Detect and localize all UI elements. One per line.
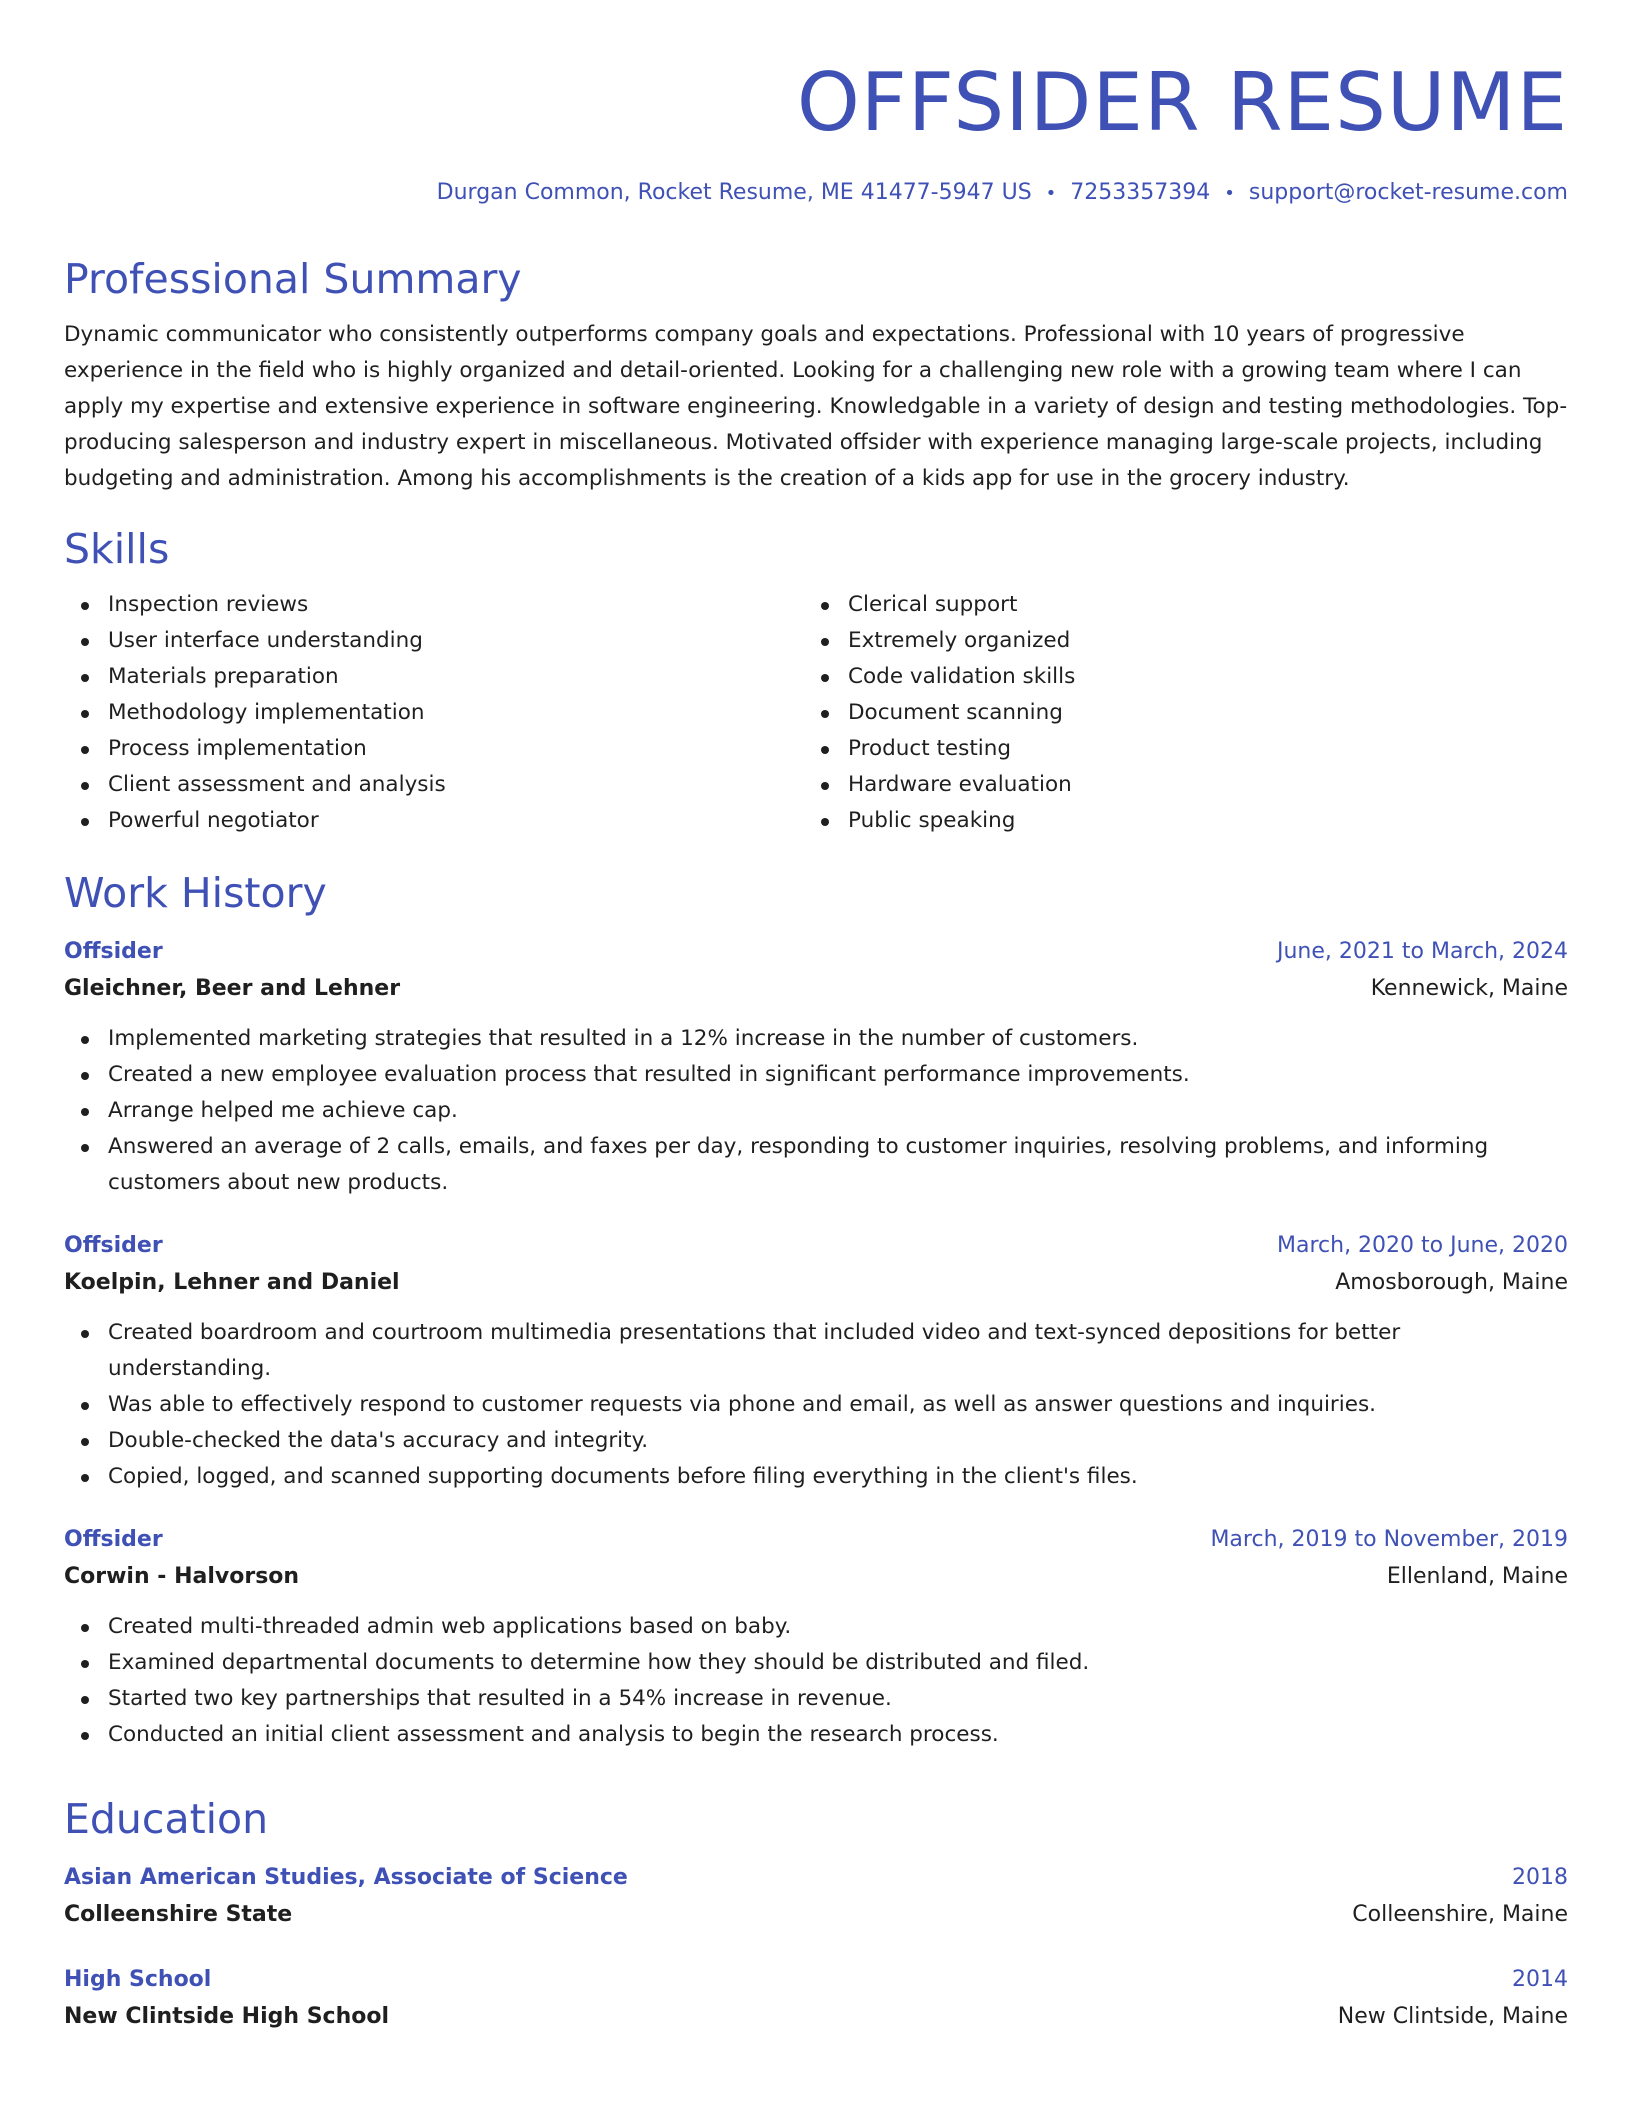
resume-name: OFFSIDER RESUME bbox=[796, 56, 1568, 149]
job-bullet: Double-checked the data's accuracy and integrity. bbox=[64, 1423, 1568, 1459]
summary-text: Dynamic communicator who consistently outperforms company goals and expectations. Professional with 10 years of progressive experience in the field who is highly organized and detail-oriented. Looking for a challenging new role with a growing team where I can apply my expertise and extensive experience in software engineering. Knowledgable in a variety of design and testing methodologies. Top-producing salesperson and industry expert in miscellaneous. Motivated offsider with experience managing large-scale projects, including budgeting and administration. Among his accomplishments is the creation of a kids app for use in the grocery industry. bbox=[64, 322, 1568, 491]
job-bullet: Examined departmental documents to determine how they should be distributed and filed. bbox=[64, 1645, 1568, 1681]
job-bullets bbox=[64, 1021, 1568, 1201]
education-year: 2014 bbox=[1512, 1967, 1568, 1992]
job-entry bbox=[64, 935, 1568, 1201]
job-location: Ellenland, Maine bbox=[1386, 1564, 1568, 1589]
job-company-row bbox=[64, 969, 1568, 1009]
education-degree: High School bbox=[64, 1967, 212, 1992]
job-location: Kennewick, Maine bbox=[1370, 976, 1568, 1001]
education-year: 2018 bbox=[1512, 1865, 1568, 1890]
education-heading: Education bbox=[64, 1795, 269, 1843]
skills-column-left bbox=[64, 587, 804, 839]
skill-item: Powerful negotiator bbox=[64, 803, 804, 839]
job-role: Offsider bbox=[64, 939, 163, 964]
skill-item: Public speaking bbox=[804, 803, 1544, 839]
skill-item: Process implementation bbox=[64, 731, 804, 767]
education-school-row bbox=[64, 1895, 1568, 1935]
job-bullet: Answered an average of 2 calls, emails, and faxes per day, responding to customer inquiries, resolving problems, and informing customers about new products. bbox=[64, 1129, 1568, 1201]
skill-item: Hardware evaluation bbox=[804, 767, 1544, 803]
job-bullet: Copied, logged, and scanned supporting documents before filing everything in the client's files. bbox=[64, 1459, 1568, 1495]
resume-header bbox=[64, 56, 1568, 209]
job-bullet: Conducted an initial client assessment and analysis to begin the research process. bbox=[64, 1717, 1568, 1753]
job-dates: March, 2020 to June, 2020 bbox=[1277, 1233, 1568, 1258]
job-header-row bbox=[64, 935, 1568, 969]
job-bullet: Arrange helped me achieve cap. bbox=[64, 1093, 1568, 1129]
job-bullet: Created a new employee evaluation process that resulted in significant performance improvements. bbox=[64, 1057, 1568, 1093]
job-role: Offsider bbox=[64, 1233, 163, 1258]
education-school-row bbox=[64, 1997, 1568, 2037]
contact-separator: • bbox=[1224, 183, 1235, 204]
job-bullet: Created multi-threaded admin web applications based on baby. bbox=[64, 1609, 1568, 1645]
job-entry bbox=[64, 1229, 1568, 1495]
job-bullets bbox=[64, 1315, 1568, 1495]
skill-item: Materials preparation bbox=[64, 659, 804, 695]
education-school: Colleenshire State bbox=[64, 1902, 293, 1927]
job-bullet: Implemented marketing strategies that resulted in a 12% increase in the number of customers. bbox=[64, 1021, 1568, 1057]
summary-heading: Professional Summary bbox=[64, 255, 522, 303]
education-location: Colleenshire, Maine bbox=[1352, 1902, 1568, 1927]
job-company: Corwin - Halvorson bbox=[64, 1564, 300, 1589]
education-school: New Clintside High School bbox=[64, 2004, 390, 2029]
job-header-row bbox=[64, 1523, 1568, 1557]
job-role: Offsider bbox=[64, 1527, 163, 1552]
job-bullet: Created boardroom and courtroom multimedia presentations that included video and text-synced depositions for better understanding. bbox=[64, 1315, 1568, 1387]
skill-item: Product testing bbox=[804, 731, 1544, 767]
job-company-row bbox=[64, 1263, 1568, 1303]
education-degree: Asian American Studies, Associate of Science bbox=[64, 1865, 628, 1890]
education-header-row bbox=[64, 1861, 1568, 1895]
job-company-row bbox=[64, 1557, 1568, 1597]
job-entry bbox=[64, 1523, 1568, 1753]
education-entry bbox=[64, 1963, 1568, 2037]
contact-email[interactable]: support@rocket-resume.com bbox=[1248, 180, 1568, 205]
skill-item: Document scanning bbox=[804, 695, 1544, 731]
job-bullet: Started two key partnerships that resulted in a 54% increase in revenue. bbox=[64, 1681, 1568, 1717]
job-bullets bbox=[64, 1609, 1568, 1753]
skills-list bbox=[64, 587, 1568, 839]
job-dates: June, 2021 to March, 2024 bbox=[1277, 939, 1568, 964]
skill-item: Methodology implementation bbox=[64, 695, 804, 731]
job-location: Amosborough, Maine bbox=[1335, 1270, 1568, 1295]
contact-phone[interactable]: 7253357394 bbox=[1070, 180, 1211, 205]
education-location: New Clintside, Maine bbox=[1337, 2004, 1568, 2029]
skill-item: Extremely organized bbox=[804, 623, 1544, 659]
skill-item: Code validation skills bbox=[804, 659, 1544, 695]
skills-heading: Skills bbox=[64, 525, 170, 573]
skills-column-right bbox=[804, 587, 1544, 839]
work-history-heading: Work History bbox=[64, 869, 327, 917]
skill-item: Client assessment and analysis bbox=[64, 767, 804, 803]
education-entry bbox=[64, 1861, 1568, 1935]
job-bullet: Was able to effectively respond to customer requests via phone and email, as well as answer questions and inquiries. bbox=[64, 1387, 1568, 1423]
skill-item: Clerical support bbox=[804, 587, 1544, 623]
job-dates: March, 2019 to November, 2019 bbox=[1210, 1527, 1568, 1552]
job-company: Gleichner, Beer and Lehner bbox=[64, 976, 401, 1001]
skill-item: Inspection reviews bbox=[64, 587, 804, 623]
contact-address: Durgan Common, Rocket Resume, ME 41477-5947 US bbox=[436, 180, 1032, 205]
job-header-row bbox=[64, 1229, 1568, 1263]
education-header-row bbox=[64, 1963, 1568, 1997]
job-company: Koelpin, Lehner and Daniel bbox=[64, 1270, 400, 1295]
contact-separator: • bbox=[1045, 183, 1057, 204]
contact-line bbox=[64, 178, 1568, 209]
skill-item: User interface understanding bbox=[64, 623, 804, 659]
